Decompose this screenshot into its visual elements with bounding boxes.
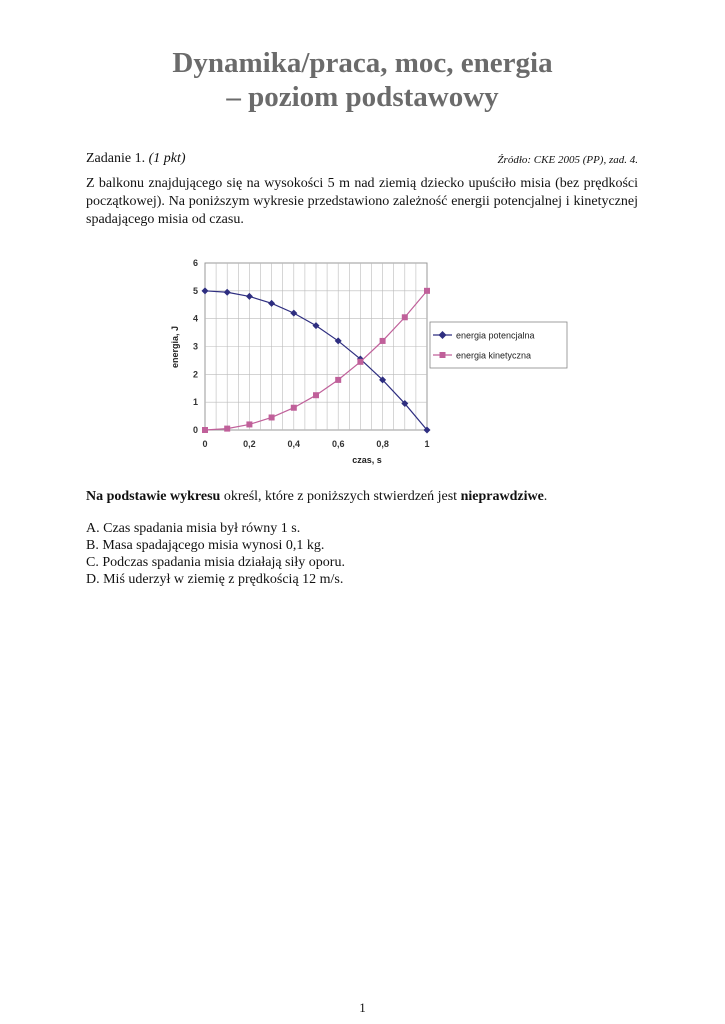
x-tick-label: 0,4 <box>287 439 301 449</box>
page-number: 1 <box>359 1000 366 1015</box>
data-point-kinetic <box>269 414 275 420</box>
title-line-1: Dynamika/praca, moc, energia <box>172 47 553 79</box>
y-tick-label: 2 <box>192 369 198 380</box>
task-question <box>86 488 638 506</box>
y-tick-label: 4 <box>192 313 198 324</box>
task-label: Zadanie 1. <box>86 151 146 166</box>
answer-list <box>86 520 638 588</box>
y-tick-label: 6 <box>192 258 198 268</box>
legend-label-kinetic: energia kinetyczna <box>456 350 532 361</box>
x-tick-label: 1 <box>424 439 430 449</box>
task-points: (1 pkt) <box>148 151 186 166</box>
data-point-kinetic <box>224 426 230 432</box>
x-tick-label: 0,8 <box>376 439 389 449</box>
chart-legend <box>430 322 567 368</box>
y-tick-label: 1 <box>192 397 198 408</box>
title-line-2: – poziom podstawowy <box>226 81 499 113</box>
task-intro: Z balkonu znajdującego się na wysokości 5 m nad ziemią dziecko upuściło misia (bez prędkości początkowej). Na poniższym wykresie przedstawiono zależność energii potencjalnej i kinetycznej spadającego misia od czasu. <box>86 176 638 227</box>
question-bold-1: Na podstawie wykresu <box>86 489 221 504</box>
task-source: Źródło: CKE 2005 (PP), zad. 4. <box>497 154 638 166</box>
answer-d: D. Miś uderzył w ziemię z prędkością 12 m/s. <box>86 572 344 587</box>
x-axis-label: czas, s <box>352 455 382 465</box>
data-point-kinetic <box>335 377 341 383</box>
data-point-kinetic <box>402 314 408 320</box>
answer-c: C. Podczas spadania misia działają siły oporu. <box>86 555 345 570</box>
question-end: . <box>543 489 548 504</box>
y-axis-label: energia, J <box>170 325 180 369</box>
energy-chart <box>160 250 580 475</box>
page-title <box>0 46 725 114</box>
data-point-kinetic <box>246 421 252 427</box>
x-tick-label: 0,6 <box>331 439 345 449</box>
data-point-kinetic <box>202 427 208 433</box>
legend-label-potential: energia potencjalna <box>456 330 535 341</box>
data-point-kinetic <box>291 405 297 411</box>
y-tick-label: 0 <box>192 425 198 435</box>
y-tick-label: 3 <box>192 341 198 352</box>
y-tick-label: 5 <box>192 285 198 296</box>
x-tick-label: 0 <box>202 439 208 449</box>
question-bold-2: nieprawdziwe <box>460 489 544 504</box>
data-point-kinetic <box>424 288 430 294</box>
data-point-kinetic <box>357 359 363 365</box>
x-tick-label: 0,2 <box>243 439 256 449</box>
data-point-kinetic <box>380 338 386 344</box>
energy-chart-svg <box>160 250 580 475</box>
task-header <box>86 150 638 168</box>
question-mid: określ, które z poniższych stwierdzeń jest <box>220 489 461 504</box>
legend-box <box>430 322 567 368</box>
data-point-kinetic <box>313 392 319 398</box>
answer-a: A. Czas spadania misia był równy 1 s. <box>86 521 301 536</box>
answer-b: B. Masa spadającego misia wynosi 0,1 kg. <box>86 538 325 553</box>
legend-marker-kinetic <box>440 352 446 358</box>
grid-lines <box>205 263 427 430</box>
